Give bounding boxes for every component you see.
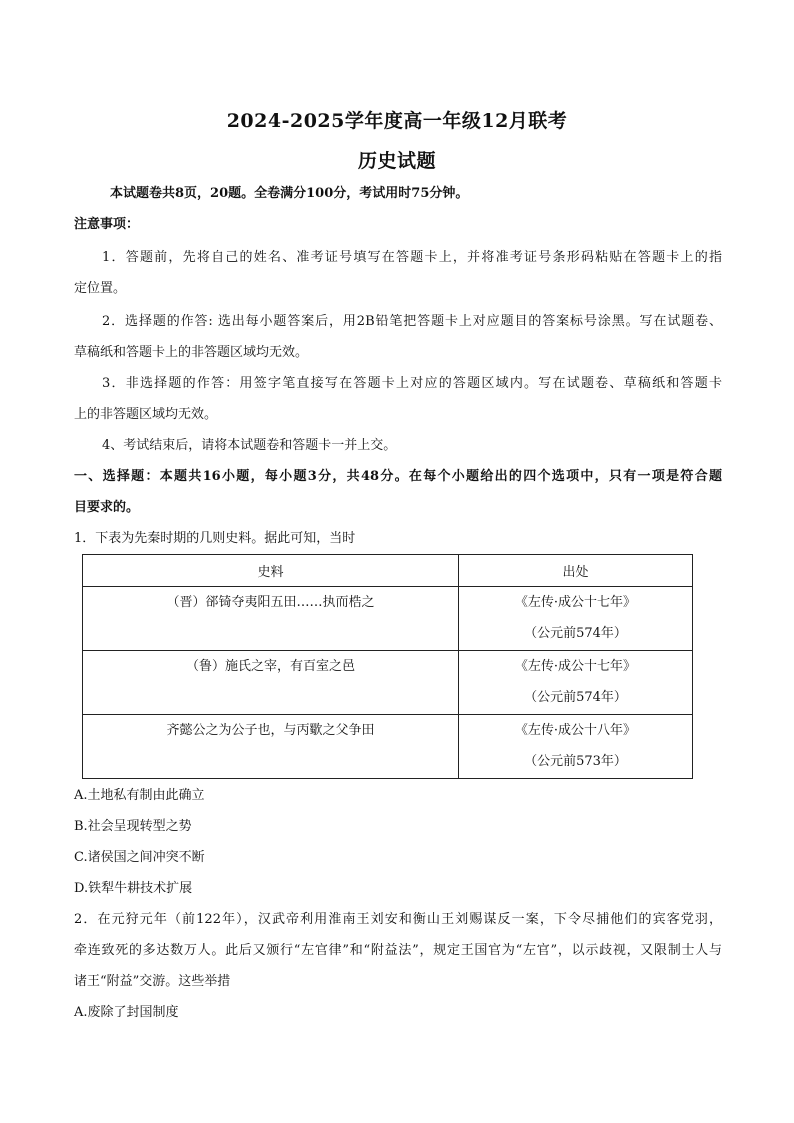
table-row: [83, 587, 693, 651]
note-4: 4、考试结束后，请将本试题卷和答题卡一并上交。: [102, 438, 397, 453]
note-1-line-1: 1．答题前，先将自己的姓名、准考证号填写在答题卡上，并将准考证号条形码粘贴在答题卡上的指: [102, 250, 722, 265]
exam-title: 2024-2025学年度高一年级12月联考: [226, 110, 568, 132]
exam-subject: 历史试题: [357, 150, 436, 172]
table-cell-text: （鲁）施氏之宰，有百室之邑: [83, 651, 459, 715]
table-header-source-text: 史料: [83, 555, 459, 587]
exam-intro: 本试题卷共8页，20题。全卷满分100分，考试用时75分钟。: [110, 186, 469, 201]
note-2-line-2: 草稿纸和答题卡上的非答题区域均无效。: [74, 345, 309, 360]
note-3-line-2: 上的非答题区域均无效。: [74, 407, 218, 422]
source-table: [82, 554, 693, 779]
note-3-line-1: 3．非选择题的作答：用签字笔直接写在答题卡上对应的答题区域内。写在试题卷、草稿纸和答题卡: [102, 376, 722, 391]
question-1-option-b: B.社会呈现转型之势: [74, 819, 192, 834]
question-1-option-d: D.铁犁牛耕技术扩展: [74, 881, 193, 896]
notes-heading: 注意事项：: [74, 217, 140, 232]
table-cell-origin: 《左传·成公十七年》 （公元前574年）: [459, 651, 693, 715]
question-1-option-a: A.土地私有制由此确立: [74, 788, 205, 803]
table-cell-text: 齐懿公之为公子也，与丙歜之父争田: [83, 715, 459, 779]
table-cell-origin: 《左传·成公十七年》 （公元前574年）: [459, 587, 693, 651]
table-row: [83, 651, 693, 715]
table-header-row: [83, 555, 693, 587]
question-1-option-c: C.诸侯国之间冲突不断: [74, 850, 205, 865]
table-header-origin: 出处: [459, 555, 693, 587]
question-2-line-2: 牵连致死的多达数万人。此后又颁行“左官律”和“附益法”，规定王国官为“左官”，以示歧视，又限制士人与: [74, 943, 722, 958]
table-row: [83, 715, 693, 779]
table-cell-origin: 《左传·成公十八年》 （公元前573年）: [459, 715, 693, 779]
note-1-line-2: 定位置。: [74, 281, 127, 296]
note-2-line-1: 2．选择题的作答: 选出每小题答案后，用2B铅笔把答题卡上对应题目的答案标号涂黑。写在试题卷、: [102, 314, 722, 329]
question-2-line-1: 2．在元狩元年（前122年），汉武帝利用淮南王刘安和衡山王刘赐谋反一案，下令尽捕他们的宾客党羽，: [74, 912, 722, 927]
table-cell-text: （晋）郤锜夺夷阳五田……执而梏之: [83, 587, 459, 651]
question-2-line-3: 诸王“附益”交游。这些举措: [74, 974, 231, 989]
question-2-option-a: A.废除了封国制度: [74, 1005, 179, 1020]
section-1-line-2: 目要求的。: [74, 500, 140, 515]
question-1-stem: 1．下表为先秦时期的几则史料。据此可知，当时: [74, 531, 356, 546]
section-1-line-1: 一、选择题：本题共16小题，每小题3分，共48分。在每个小题给出的四个选项中，只有一项是符合题: [74, 469, 722, 484]
